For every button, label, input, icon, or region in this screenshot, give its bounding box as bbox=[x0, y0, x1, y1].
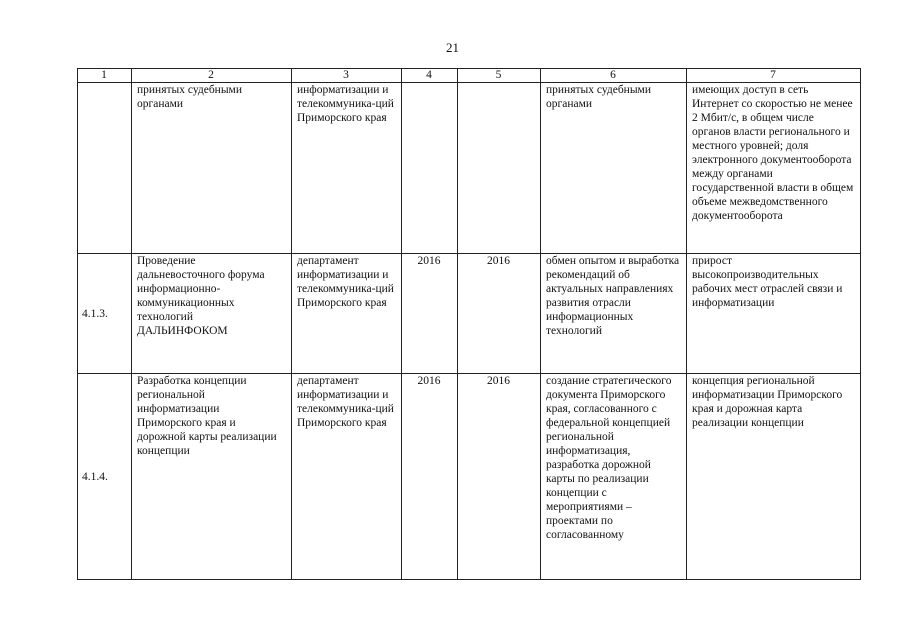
indicator-cell: имеющих доступ в сеть Интернет со скоростью не менее 2 Мбит/с, в общем числе органов власти регионального и местного уровней; доля электронного документооборота между органами государственной власти в общем объеме межведомственного документооборота bbox=[687, 83, 861, 254]
row-number bbox=[78, 83, 132, 254]
end-year-cell: 2016 bbox=[458, 254, 541, 374]
result-cell: обмен опытом и выработка рекомендаций об актуальных направлениях развития отрасли информационных технологий bbox=[541, 254, 687, 374]
header-col-2: 2 bbox=[132, 69, 292, 83]
table-row bbox=[78, 83, 861, 254]
header-col-1: 1 bbox=[78, 69, 132, 83]
indicator-cell: концепция региональной информатизации Приморского края и дорожная карта реализации концепции bbox=[687, 374, 861, 580]
page-number: 21 bbox=[446, 40, 459, 55]
table-row bbox=[78, 374, 861, 580]
measure-cell: принятых судебными органами bbox=[132, 83, 292, 254]
result-cell: создание стратегического документа Приморского края, согласованного с федеральной концепцией региональной информатизация, разработка дорожной карты по реализации концепции с мероприятиями – проектами по согласованному bbox=[541, 374, 687, 580]
start-year-cell: 2016 bbox=[402, 374, 458, 580]
end-year-cell bbox=[458, 83, 541, 254]
row-number: 4.1.4. bbox=[78, 374, 132, 580]
result-cell: принятых судебными органами bbox=[541, 83, 687, 254]
header-col-3: 3 bbox=[292, 69, 402, 83]
executor-cell: департамент информатизации и телекоммуника-ций Приморского края bbox=[292, 374, 402, 580]
measure-cell: Проведение дальневосточного форума информационно-коммуникационных технологий ДАЛЬИНФОКОМ bbox=[132, 254, 292, 374]
executor-cell: департамент информатизации и телекоммуника-ций Приморского края bbox=[292, 254, 402, 374]
executor-cell: информатизации и телекоммуника-ций Приморского края bbox=[292, 83, 402, 254]
row-number: 4.1.3. bbox=[78, 254, 132, 374]
header-row bbox=[78, 69, 861, 83]
table-row bbox=[78, 254, 861, 374]
header-col-7: 7 bbox=[687, 69, 861, 83]
header-col-5: 5 bbox=[458, 69, 541, 83]
measure-cell: Разработка концепции региональной информатизации Приморского края и дорожной карты реализации концепции bbox=[132, 374, 292, 580]
indicator-cell: прирост высокопроизводительных рабочих мест отраслей связи и информатизации bbox=[687, 254, 861, 374]
end-year-cell: 2016 bbox=[458, 374, 541, 580]
start-year-cell bbox=[402, 83, 458, 254]
header-col-6: 6 bbox=[541, 69, 687, 83]
start-year-cell: 2016 bbox=[402, 254, 458, 374]
header-col-4: 4 bbox=[402, 69, 458, 83]
measures-table bbox=[77, 68, 861, 580]
